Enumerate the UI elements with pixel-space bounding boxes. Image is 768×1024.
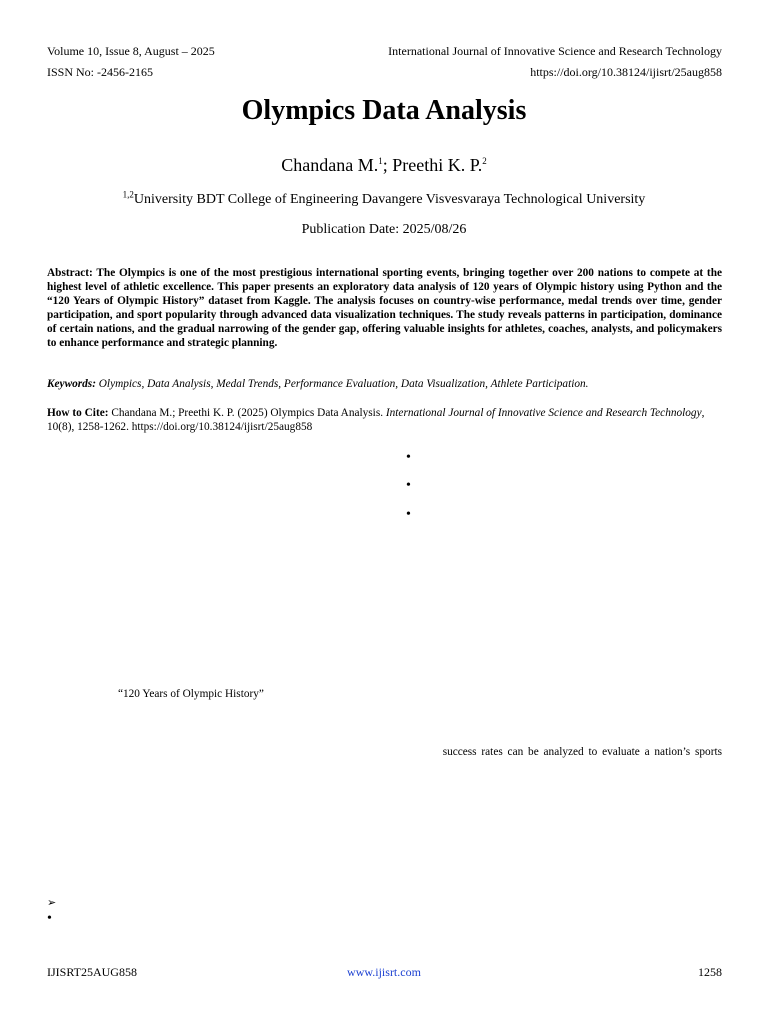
body-text-fragment: success rates can be analyzed to evaluate a nation’s sports	[442, 746, 722, 758]
keywords-label: Keywords:	[47, 378, 96, 390]
how-to-cite	[47, 406, 722, 434]
author-separator: ;	[382, 155, 393, 175]
author-2-affiliation-mark: 2	[482, 156, 487, 166]
abstract	[47, 266, 722, 350]
dot-bullet: •	[47, 911, 52, 926]
affiliation	[0, 191, 768, 209]
authors	[0, 154, 768, 176]
bullet-point: •	[406, 450, 411, 465]
affiliation-mark: 1,2	[122, 189, 134, 200]
paper-title: Olympics Data Analysis	[241, 95, 527, 126]
volume-info: Volume 10, Issue 8, August – 2025	[47, 44, 215, 58]
author-1: Chandana M.	[281, 155, 379, 175]
doi-link[interactable]: https://doi.org/10.38124/ijisrt/25aug858	[530, 65, 722, 79]
cite-journal: International Journal of Innovative Science and Research Technology	[385, 407, 702, 419]
keywords	[47, 377, 722, 391]
author-1-affiliation-mark: 1	[378, 156, 383, 166]
abstract-text: The Olympics is one of the most prestigious international sporting events, bringing together over 200 nations to compete at the highest level of athletic excellence. This paper presents an exploratory data analysis of 120 years of Olympic history using Python and the “120 Years of Olympic History” dataset from Kaggle. The analysis focuses on country-wise performance, medal trends over time, gender participation, and sport popularity through advanced data visualization techniques. The study reveals patterns in participation, dominance of certain nations, and the gradual narrowing of the gender gap, offering valuable insights for athletes, coaches, analysts, and policymakers to enhance performance and strategic planning.	[47, 267, 722, 349]
affiliation-text: University BDT College of Engineering Davangere Visvesvaraya Technological University	[133, 192, 646, 207]
bullet-point: •	[406, 507, 411, 522]
dataset-quote: “120 Years of Olympic History”	[118, 688, 264, 700]
cite-label: How to Cite:	[47, 407, 109, 419]
keywords-text: Olympics, Data Analysis, Medal Trends, Performance Evaluation, Data Visualization, Athlete Participation.	[95, 378, 589, 390]
issn: ISSN No: -2456-2165	[47, 65, 154, 79]
cite-volume-info: , 10(8), 1258-1262. https://doi.org/10.38124/ijisrt/25aug858	[47, 407, 705, 433]
cite-text: Chandana M.; Preethi K. P. (2025) Olympics Data Analysis.	[108, 407, 386, 419]
publication-date: Publication Date: 2025/08/26	[301, 222, 467, 237]
bullet-point: •	[406, 478, 411, 493]
page-number: 1258	[698, 965, 722, 979]
footer-paper-code: IJISRT25AUG858	[47, 965, 137, 979]
abstract-label: Abstract:	[47, 267, 93, 279]
arrow-bullet-icon: ➢	[47, 897, 57, 909]
journal-name: International Journal of Innovative Science and Research Technology	[388, 44, 722, 58]
author-2: Preethi K. P.	[392, 155, 483, 175]
footer-website-link[interactable]: www.ijisrt.com	[347, 965, 421, 979]
